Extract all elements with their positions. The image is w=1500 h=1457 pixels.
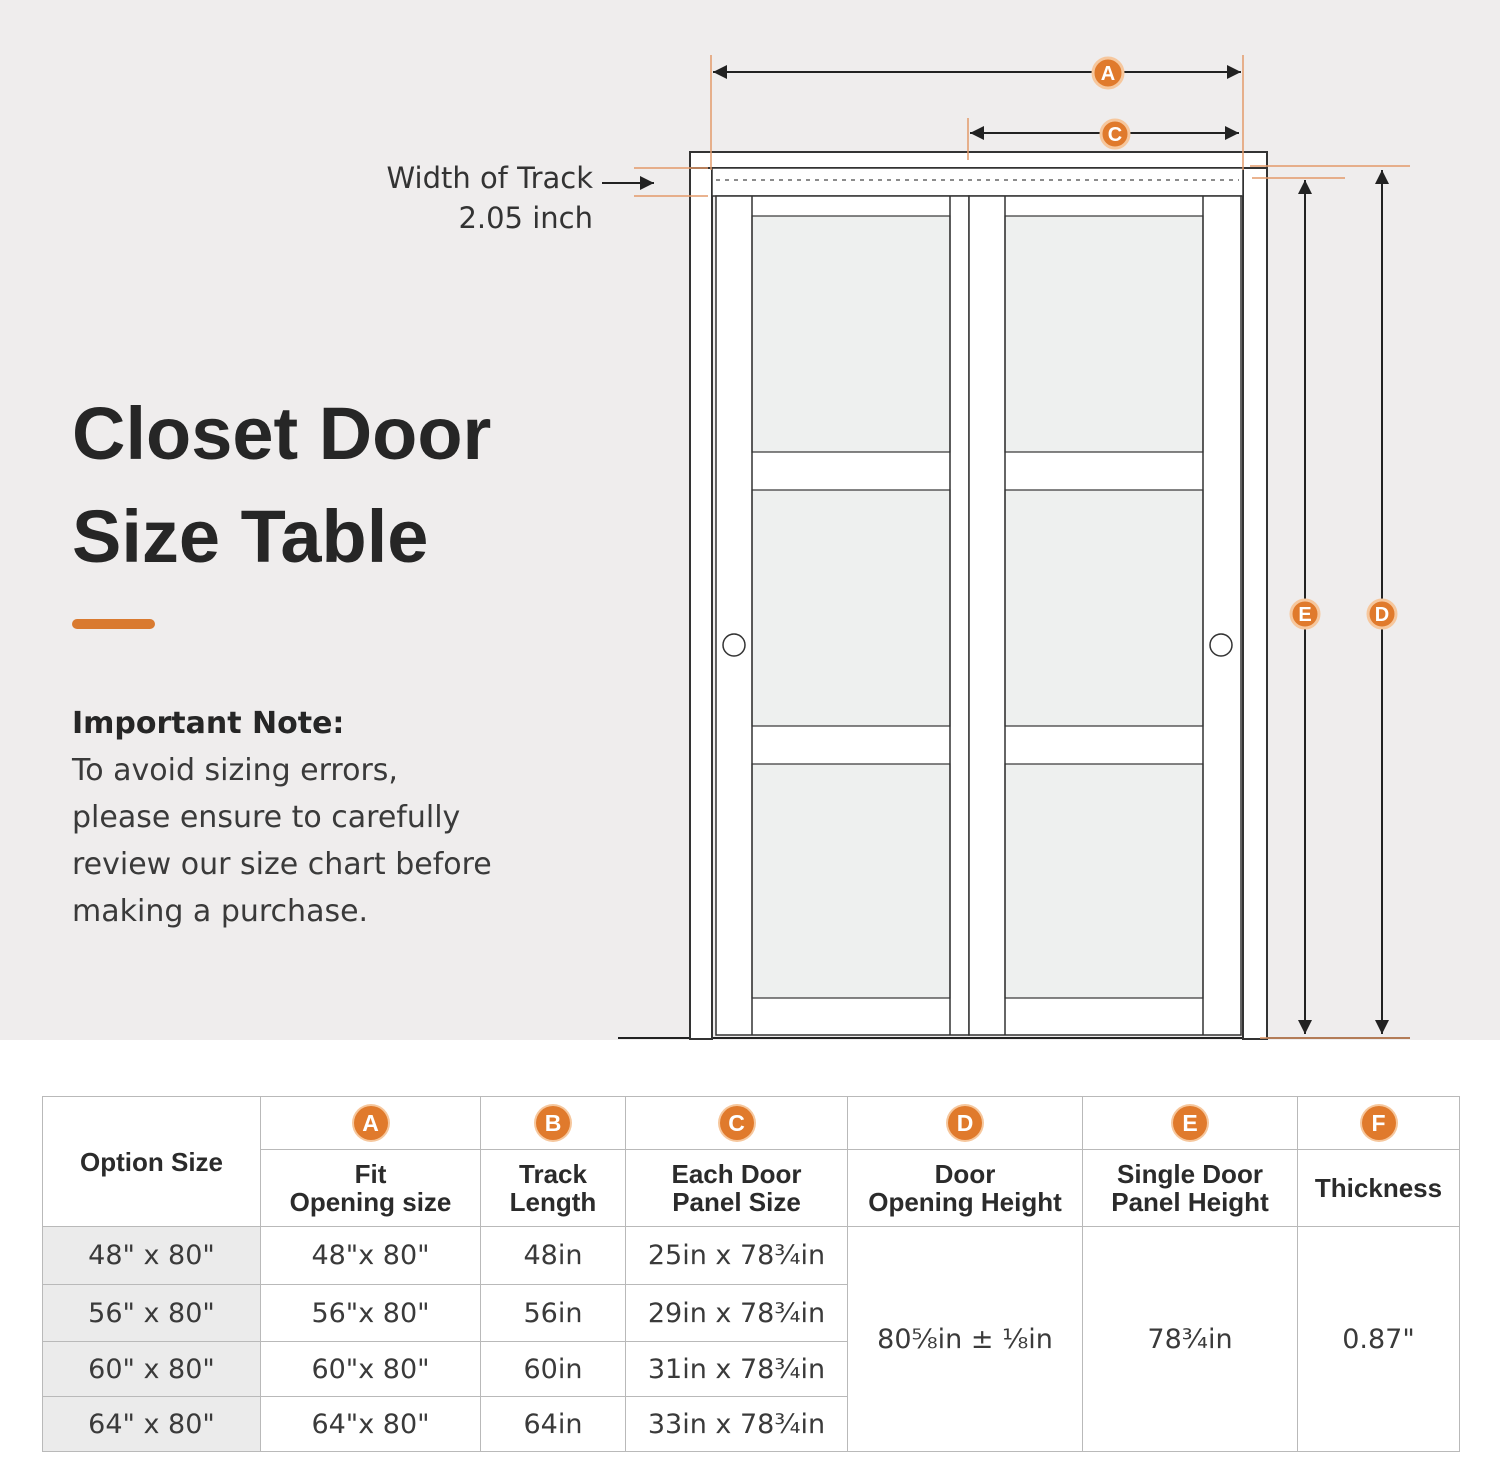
- panel-size-cell: 25in x 78¾in: [626, 1227, 848, 1285]
- glass-pane: [752, 764, 950, 998]
- column-badge-cell: [1083, 1097, 1298, 1150]
- title-line-1: Closet Door: [72, 392, 492, 475]
- note-line: please ensure to carefully: [72, 800, 461, 835]
- option-size-cell: 60" x 80": [43, 1342, 261, 1397]
- option-size-cell: 56" x 80": [43, 1285, 261, 1342]
- column-badge-cell: [481, 1097, 626, 1150]
- track: [712, 168, 1243, 196]
- panel-size-cell: 29in x 78¾in: [626, 1285, 848, 1342]
- track-width-value: 2.05 inch: [458, 201, 593, 235]
- track-cell: 56in: [481, 1285, 626, 1342]
- thickness-cell: 0.87": [1298, 1227, 1460, 1452]
- glass-pane: [1005, 216, 1203, 452]
- fit-cell: 56"x 80": [261, 1285, 481, 1342]
- badge-a: A: [354, 1106, 388, 1140]
- badge-f: F: [1362, 1106, 1396, 1140]
- door-handle: [1210, 634, 1232, 656]
- badge-d: D: [948, 1106, 982, 1140]
- glass-pane: [752, 216, 950, 452]
- right-door-panel: [969, 196, 1241, 1035]
- note-line: To avoid sizing errors,: [72, 753, 398, 788]
- track-cell: 60in: [481, 1342, 626, 1397]
- badge-c: C: [720, 1106, 754, 1140]
- title-line-2: Size Table: [72, 495, 429, 578]
- option-size-cell: 64" x 80": [43, 1397, 261, 1452]
- panel-height-cell: 78¾in: [1083, 1227, 1298, 1452]
- svg-text:A: A: [1100, 63, 1116, 85]
- track-cell: 64in: [481, 1397, 626, 1452]
- column-badge-cell: [626, 1097, 848, 1150]
- opening-height-cell: 80⅝in ± ⅛in: [848, 1227, 1083, 1452]
- column-header-track: Track Length: [481, 1150, 626, 1227]
- column-badge-cell: [1298, 1097, 1460, 1150]
- door-frame-left: [690, 152, 712, 1039]
- badge-b: B: [536, 1106, 570, 1140]
- badge-d: [1368, 600, 1396, 628]
- glass-pane: [752, 490, 950, 726]
- badge-c: [1101, 120, 1129, 148]
- badge-e: [1291, 600, 1319, 628]
- column-badge-cell: [848, 1097, 1083, 1150]
- door-frame-right: [1243, 152, 1267, 1039]
- glass-pane: [1005, 764, 1203, 998]
- panel-size-cell: 31in x 78¾in: [626, 1342, 848, 1397]
- column-header-thickness: Thickness: [1298, 1150, 1460, 1227]
- size-table: [42, 1096, 1460, 1452]
- column-header-fit: Fit Opening size: [261, 1150, 481, 1227]
- table-row: [43, 1227, 1460, 1285]
- fit-cell: 60"x 80": [261, 1342, 481, 1397]
- column-header-opening-height: Door Opening Height: [848, 1150, 1083, 1227]
- note-heading: Important Note:: [72, 706, 345, 741]
- fit-cell: 48"x 80": [261, 1227, 481, 1285]
- badge-a: [1093, 58, 1123, 88]
- glass-pane: [1005, 490, 1203, 726]
- note-line: review our size chart before: [72, 847, 492, 882]
- track-cell: 48in: [481, 1227, 626, 1285]
- svg-text:C: C: [1107, 124, 1123, 146]
- column-badge-cell: [261, 1097, 481, 1150]
- left-door-panel: [716, 196, 969, 1035]
- door-handle: [723, 634, 745, 656]
- option-size-header: Option Size: [43, 1097, 261, 1227]
- track-width-title: Width of Track: [386, 161, 593, 195]
- svg-text:D: D: [1374, 604, 1390, 626]
- badge-e: E: [1173, 1106, 1207, 1140]
- fit-cell: 64"x 80": [261, 1397, 481, 1452]
- column-header-panel-height: Single Door Panel Height: [1083, 1150, 1298, 1227]
- column-header-panel-size: Each Door Panel Size: [626, 1150, 848, 1227]
- svg-text:E: E: [1298, 604, 1312, 626]
- option-size-cell: 48" x 80": [43, 1227, 261, 1285]
- badge-row: [43, 1097, 1460, 1150]
- note-line: making a purchase.: [72, 894, 369, 929]
- door-frame-top: [690, 152, 1267, 168]
- panel-size-cell: 33in x 78¾in: [626, 1397, 848, 1452]
